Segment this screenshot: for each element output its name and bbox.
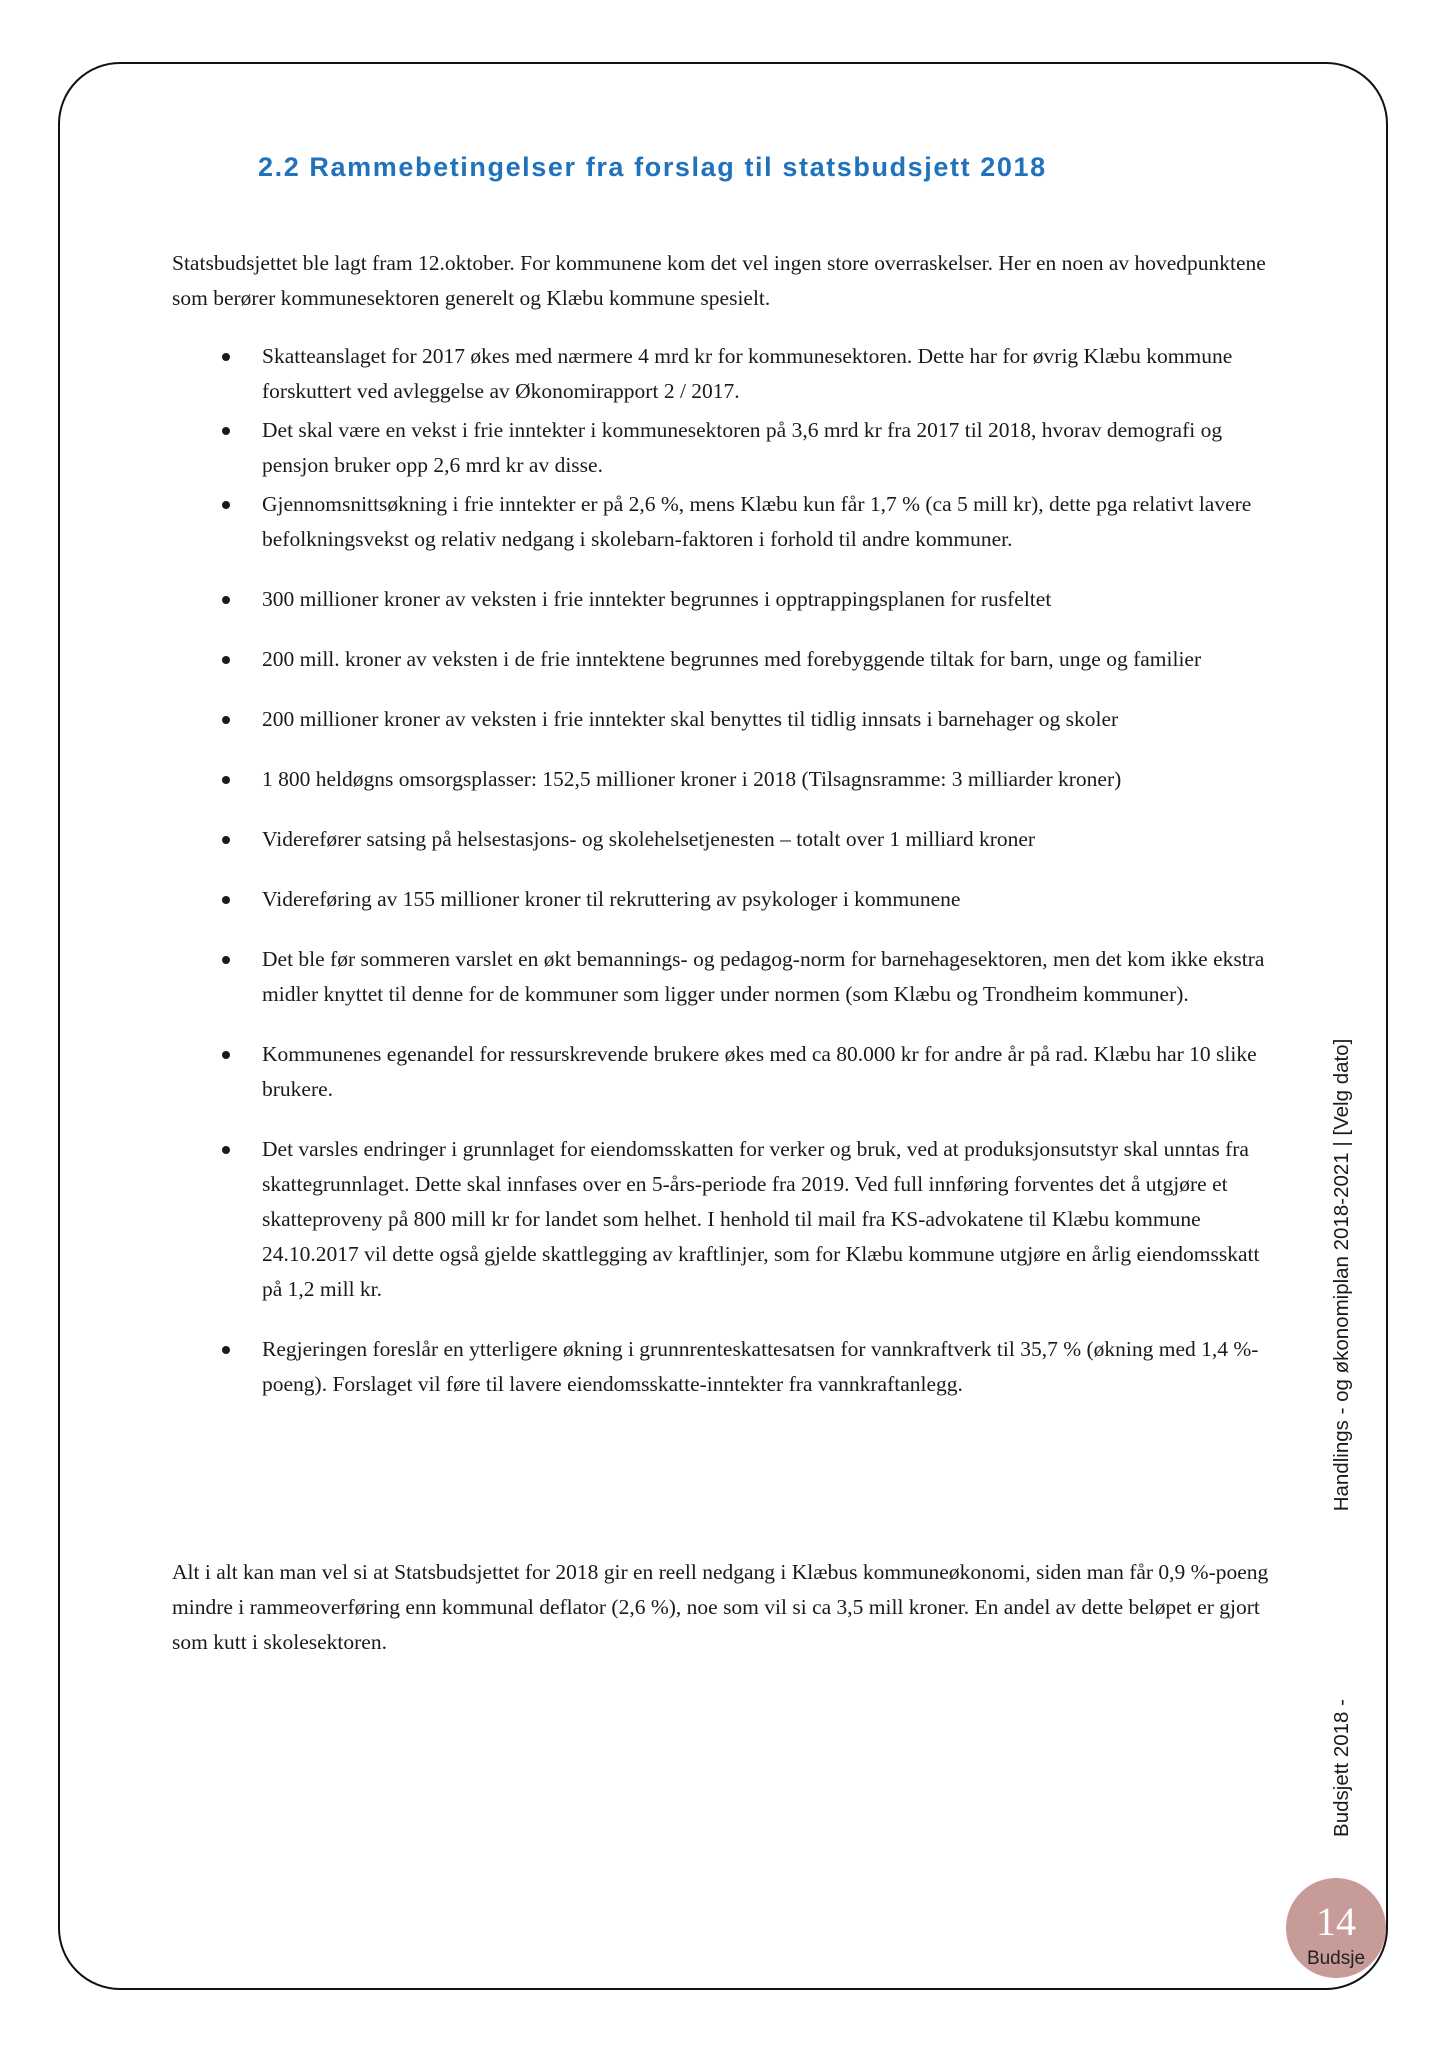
list-item — [172, 942, 1274, 1012]
bullet-icon — [222, 836, 230, 844]
list-item-text: 1 800 heldøgns omsorgsplasser: 152,5 millioner kroner i 2018 (Tilsagnsramme: 3 milliarder kroner) — [262, 767, 1122, 791]
list-item-text: Regjeringen foreslår en ytterligere økning i grunnrenteskattesatsen for vannkraftverk til 35,7 % (økning med 1,4 %-poeng). Forslaget vil føre til lavere eiendomsskatte-inntekter fra vannkraftanlegg. — [262, 1337, 1259, 1396]
bullet-icon — [222, 776, 230, 784]
side-header-budget: Budsjett 2018 - — [1330, 1699, 1353, 1837]
list-item-text: 300 millioner kroner av veksten i frie inntekter begrunnes i opptrappingsplanen for rusfeltet — [262, 587, 1052, 611]
list-item — [172, 582, 1274, 617]
bullet-icon — [222, 501, 230, 509]
list-item-text: Kommunenes egenandel for ressurskrevende brukere økes med ca 80.000 kr for andre år på rad. Klæbu har 10 slike brukere. — [262, 1042, 1257, 1101]
bullet-list — [172, 339, 1274, 1402]
conclusion-paragraph: Alt i alt kan man vel si at Statsbudsjettet for 2018 gir en reell nedgang i Klæbus kommuneøkonomi, siden man får 0,9 %-poeng mindre i rammeoverføring enn kommunal deflator (2,6 %), noe som vil si ca 3,5 mill kroner. En andel av dette beløpet er gjort som kutt i skolesektoren. — [172, 1560, 1269, 1654]
list-item — [172, 642, 1274, 677]
list-item — [172, 1332, 1274, 1402]
list-item-text: Skatteanslaget for 2017 økes med nærmere 4 mrd kr for kommunesektoren. Dette har for øvrig Klæbu kommune forskuttert ved avleggelse av Økonomirapport 2 / 2017. — [262, 344, 1233, 403]
bullet-icon — [222, 353, 230, 361]
page-number-badge — [1286, 1878, 1386, 1978]
bullet-icon — [222, 956, 230, 964]
list-item — [172, 822, 1274, 857]
bullet-icon — [222, 716, 230, 724]
list-item — [172, 762, 1274, 797]
list-item-text: Videreføring av 155 millioner kroner til rekruttering av psykologer i kommunene — [262, 887, 961, 911]
list-item — [172, 339, 1274, 409]
bullet-icon — [222, 896, 230, 904]
page-footer-fragment: Budsje — [1306, 1948, 1366, 1969]
list-item — [172, 702, 1274, 737]
list-item — [172, 882, 1274, 917]
bullet-icon — [222, 1051, 230, 1059]
intro-paragraph: Statsbudsjettet ble lagt fram 12.oktober. For kommunene kom det vel ingen store overraskelser. Her en noen av hovedpunktene som berører kommunesektoren generelt og Klæbu kommune spesielt. — [172, 251, 1266, 310]
list-item-text: 200 mill. kroner av veksten i de frie inntektene begrunnes med forebyggende tiltak for barn, unge og familier — [262, 647, 1202, 671]
bullet-icon — [222, 1346, 230, 1354]
list-item-text: Gjennomsnittsøkning i frie inntekter er på 2,6 %, mens Klæbu kun får 1,7 % (ca 5 mill kr), dette pga relativt lavere befolkningsvekst og relativ nedgang i skolebarn-faktoren i forhold til andre kommuner. — [262, 492, 1252, 551]
bullet-icon — [222, 1146, 230, 1154]
section-heading: 2.2 Rammebetingelser fra forslag til statsbudsjett 2018 — [258, 152, 1047, 182]
list-item-text: Viderefører satsing på helsestasjons- og skolehelsetjenesten – totalt over 1 milliard kroner — [262, 827, 1036, 851]
list-item-text: Det skal være en vekst i frie inntekter i kommunesektoren på 3,6 mrd kr fra 2017 til 2018, hvorav demografi og pensjon bruker opp 2,6 mrd kr av disse. — [262, 418, 1223, 477]
side-header-document-title: Handlings - og økonomiplan 2018-2021 | [Velg dato] — [1330, 1038, 1353, 1512]
list-item — [172, 413, 1274, 483]
list-item — [172, 1132, 1274, 1307]
list-item-text: 200 millioner kroner av veksten i frie inntekter skal benyttes til tidlig innsats i barnehager og skoler — [262, 707, 1119, 731]
list-item — [172, 487, 1274, 557]
list-item-text: Det ble før sommeren varslet en økt bemannings- og pedagog-norm for barnehagesektoren, men det kom ikke ekstra midler knyttet til denne for de kommuner som ligger under normen (som Klæbu og Trondheim kommuner). — [262, 947, 1265, 1006]
bullet-icon — [222, 656, 230, 664]
list-item — [172, 1037, 1274, 1107]
bullet-icon — [222, 427, 230, 435]
bullet-icon — [222, 596, 230, 604]
list-item-text: Det varsles endringer i grunnlaget for eiendomsskatten for verker og bruk, ved at produksjonsutstyr skal unntas fra skattegrunnlaget. Dette skal innfases over en 5-års-periode fra 2019. Ved full innføring forventes det å utgjøre et skatteproveny på 800 mill kr for landet som helhet. I henhold til mail fra KS-advokatene til Klæbu kommune 24.10.2017 vil dette også gjelde skattlegging av kraftlinjer, som for Klæbu kommune utgjøre en årlig eiendomsskatt på 1,2 mill kr. — [262, 1137, 1260, 1301]
page-number: 14 — [1316, 1899, 1356, 1944]
